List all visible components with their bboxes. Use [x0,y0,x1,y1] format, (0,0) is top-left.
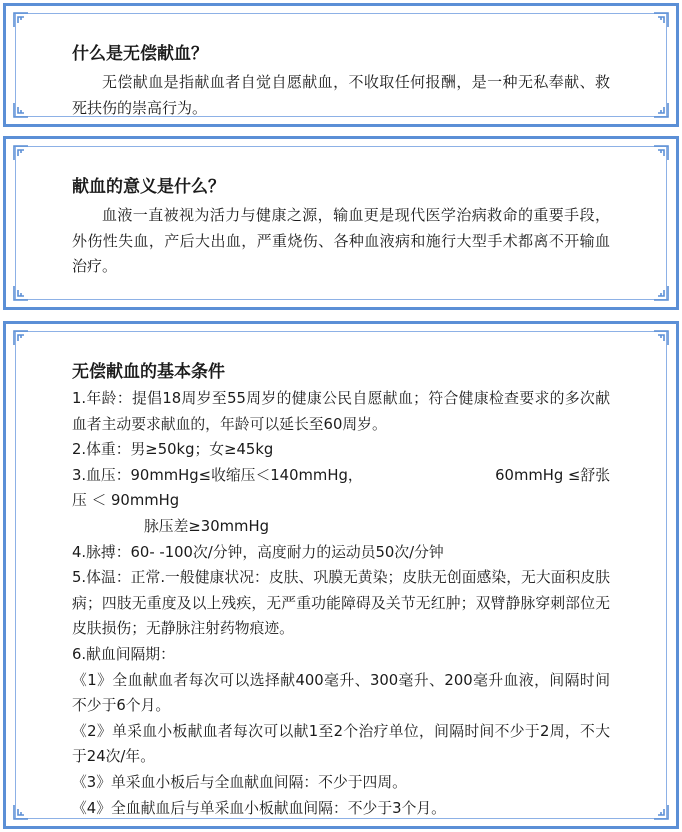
bp-diastolic-continued: 压 ＜ 90mmHg [72,492,180,510]
section-what-is-blood-donation [3,3,679,127]
condition-temperature-health: 5.体温：正常.一般健康状况：皮肤、巩膜无黄染；皮肤无创面感染，无大面积皮肤病；四肢无重度及以上残疾，无严重功能障碍及关节无红肿；双臂静脉穿刺部位无皮肤损伤；无静脉注射药物痕迹。 [72,569,610,638]
section-body: 血液一直被视为活力与健康之源，输血更是现代医学治病救命的重要手段，外伤性失血，产后大出血，严重烧伤、各种血液病和施行大型手术都离不开输血治疗。 [72,206,610,275]
bp-diastolic: 60mmHg ≤舒张 [495,466,610,484]
corner-ornament-icon [650,99,672,121]
condition-weight: 2.体重：男≥50kg；女≥45kg [72,441,274,459]
interval-item-2: 《2》单采血小板献血者每次可以献1至2个治疗单位，间隔时间不少于2周，不大于24次/年。 [72,722,610,766]
corner-ornament-icon [10,801,32,823]
condition-blood-pressure [72,463,610,489]
section-title: 无偿献血的基本条件 [72,362,225,382]
bp-systolic: 3.血压：90mmHg≤收缩压＜140mmHg， [72,466,363,484]
bp-pulse-pressure: 脉压差≥30mmHg [144,517,269,535]
corner-ornament-icon [650,327,672,349]
condition-pulse: 4.脉搏：60- -100次/分钟，高度耐力的运动员50次/分钟 [72,543,444,561]
corner-ornament-icon [10,99,32,121]
condition-interval-title: 6.献血间隔期： [72,645,175,663]
corner-ornament-icon [10,282,32,304]
section-body: 无偿献血是指献血者自觉自愿献血，不收取任何报酬，是一种无私奉献、救死扶伤的崇高行为。 [72,73,610,117]
corner-ornament-icon [10,9,32,31]
corner-ornament-icon [10,327,32,349]
section-meaning-of-donation [3,136,679,310]
section-title: 什么是无偿献血？ [72,44,208,64]
interval-item-1: 《1》全血献血者每次可以选择献400毫升、300毫升、200毫升血液，间隔时间不少于6个月。 [72,671,610,715]
interval-item-3: 《3》单采血小板后与全血献血间隔：不少于四周。 [72,773,407,791]
corner-ornament-icon [650,142,672,164]
corner-ornament-icon [650,9,672,31]
section-basic-conditions [3,321,679,829]
corner-ornament-icon [650,282,672,304]
section-title: 献血的意义是什么？ [72,177,225,197]
interval-item-4: 《4》全血献血后与单采血小板献血间隔：不少于3个月。 [72,799,446,817]
condition-age: 1.年龄：提倡18周岁至55周岁的健康公民自愿献血；符合健康检查要求的多次献血者主动要求献血的，年龄可以延长至60周岁。 [72,390,610,433]
corner-ornament-icon [650,801,672,823]
corner-ornament-icon [10,142,32,164]
